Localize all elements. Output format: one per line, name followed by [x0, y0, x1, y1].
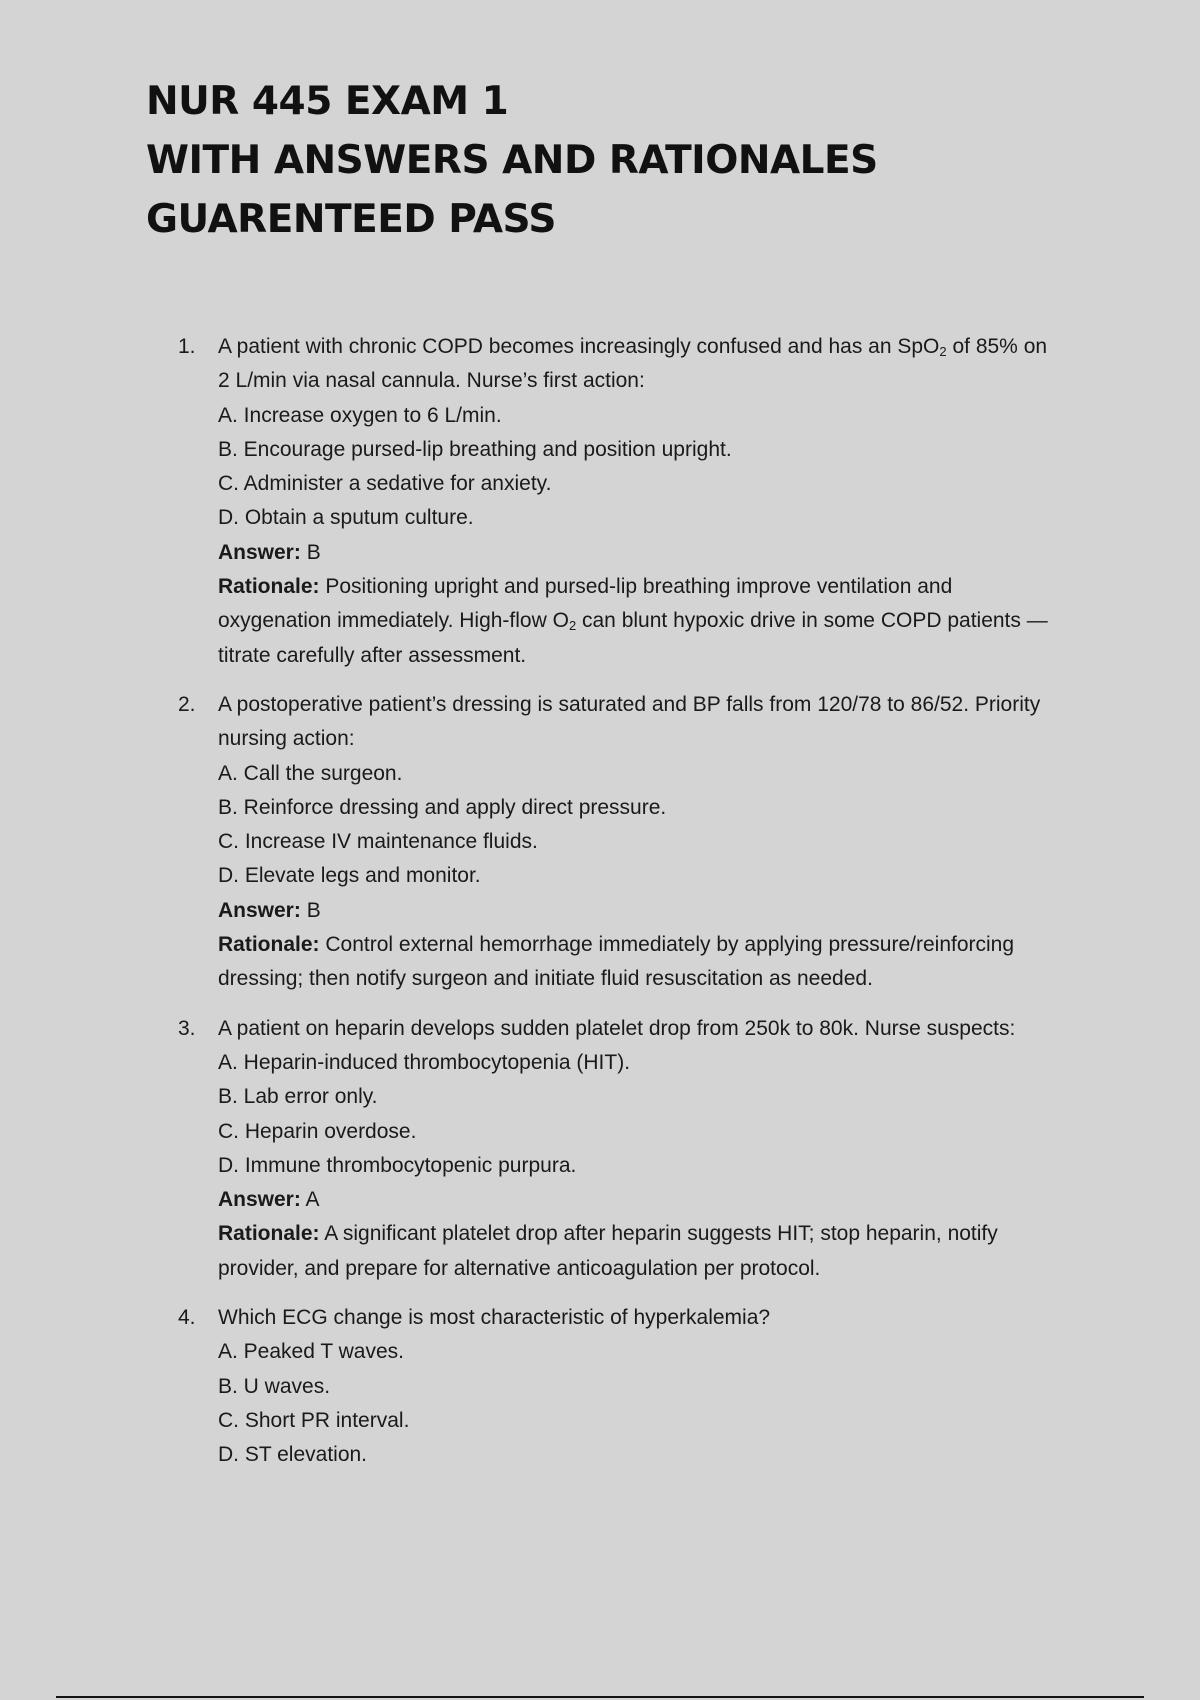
option-b: B. Lab error only. — [218, 1085, 378, 1109]
answer-value: A — [305, 1188, 320, 1212]
rationale-text: can blunt hypoxic drive in some COPD patients — titrate carefully after assessment. — [218, 609, 1048, 667]
page-title — [146, 72, 878, 249]
question-3 — [178, 1012, 1058, 1286]
answer-value: B — [306, 540, 321, 564]
footer-divider — [56, 1696, 1144, 1698]
option-c: C. Increase IV maintenance fluids. — [218, 830, 538, 854]
option-d: D. ST elevation. — [218, 1443, 368, 1467]
answer-value: B — [306, 898, 321, 922]
question-stem: A patient on heparin develops sudden platelet drop from 250k to 80k. Nurse suspects: — [218, 1016, 1016, 1040]
option-a: A. Call the surgeon. — [218, 761, 403, 785]
option-a: A. Heparin-induced thrombocytopenia (HIT). — [218, 1050, 631, 1074]
question-4 — [178, 1301, 1058, 1472]
option-b: B. Reinforce dressing and apply direct pressure. — [218, 795, 667, 819]
rationale-line — [218, 928, 1058, 997]
question-body — [218, 330, 1058, 673]
rationale-label: Rationale: — [218, 575, 320, 599]
subscript: 2 — [939, 344, 947, 359]
question-stem: Which ECG change is most characteristic of hyperkalemia? — [218, 1306, 771, 1330]
answer-label: Answer: — [218, 1188, 301, 1212]
question-body — [218, 1012, 1058, 1286]
rationale-line — [218, 1217, 1058, 1286]
question-body — [218, 1301, 1058, 1472]
answer-label: Answer: — [218, 540, 301, 564]
rationale-label: Rationale: — [218, 933, 320, 957]
question-1 — [178, 330, 1058, 673]
subscript: 2 — [568, 618, 577, 634]
rationale-text: A significant platelet drop after heparin suggests HIT; stop heparin, notify provider, and prepare for alternative anticoagulation per protocol. — [218, 1222, 998, 1280]
question-number: 1. — [178, 335, 196, 358]
question-stem: A postoperative patient’s dressing is saturated and BP falls from 120/78 to 86/52. Priority nursing action: — [218, 692, 1041, 751]
option-c: C. Administer a sedative for anxiety. — [218, 472, 552, 496]
answer-line — [218, 1183, 1058, 1217]
answer-line — [218, 894, 1058, 928]
title-line: NUR 445 EXAM 1 — [146, 79, 509, 124]
stem-text: of 85% on 2 L/min via nasal cannula. Nurse’s first action: — [218, 335, 1048, 393]
answer-label: Answer: — [218, 898, 301, 922]
question-list — [178, 330, 1058, 1488]
title-line: WITH ANSWERS AND RATIONALES — [146, 138, 878, 183]
option-a: A. Increase oxygen to 6 L/min. — [218, 403, 502, 427]
option-b: B. U waves. — [218, 1374, 331, 1398]
option-d: D. Obtain a sputum culture. — [218, 506, 474, 530]
option-c: C. Short PR interval. — [218, 1408, 410, 1432]
option-d: D. Immune thrombocytopenic purpura. — [218, 1153, 577, 1177]
option-b: B. Encourage pursed-lip breathing and position upright. — [218, 437, 732, 461]
question-number: 3. — [178, 1016, 196, 1040]
answer-line — [218, 536, 1058, 570]
option-d: D. Elevate legs and monitor. — [218, 864, 481, 888]
question-number: 4. — [178, 1306, 196, 1330]
title-line: GUARENTEED PASS — [146, 197, 556, 242]
question-stem — [218, 330, 1058, 399]
option-c: C. Heparin overdose. — [218, 1119, 417, 1143]
rationale-text: Positioning upright and pursed-lip breathing improve ventilation and oxygenation immediately. High-flow O — [218, 575, 953, 633]
rationale-line — [218, 570, 1058, 673]
question-number: 2. — [178, 692, 196, 716]
rationale-text: Control external hemorrhage immediately by applying pressure/reinforcing dressing; then notify surgeon and initiate fluid resuscitation as needed. — [218, 933, 1015, 991]
stem-text: A patient with chronic COPD becomes increasingly confused and has an SpO — [218, 335, 940, 358]
question-body — [218, 688, 1058, 997]
option-a: A. Peaked T waves. — [218, 1340, 404, 1364]
rationale-label: Rationale: — [218, 1222, 320, 1246]
question-2 — [178, 688, 1058, 997]
